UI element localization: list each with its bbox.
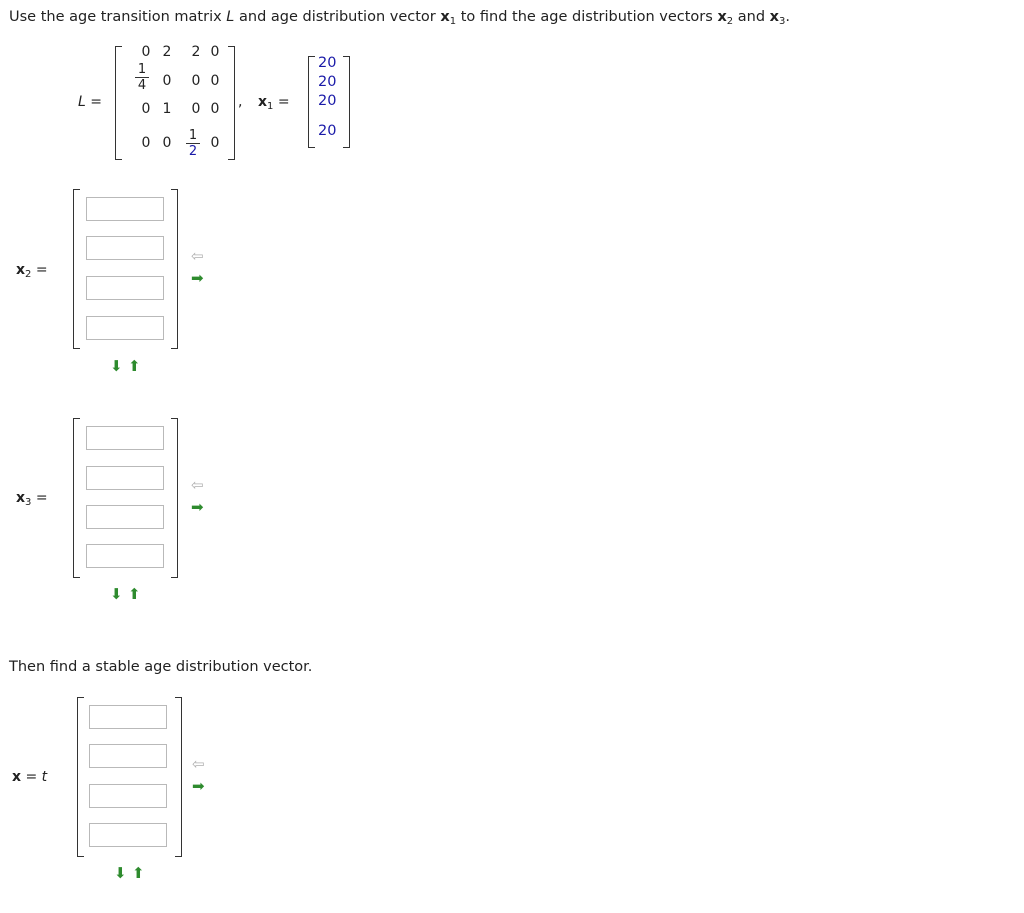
l-cell: 0 <box>191 101 201 117</box>
x2-input-4[interactable] <box>86 316 164 340</box>
l-cell: 0 <box>162 73 172 89</box>
add-column-arrow-icon[interactable]: ➡ <box>191 269 204 287</box>
stable-question-text: Then find a stable age distribution vector. <box>9 659 313 675</box>
x3-input-1[interactable] <box>86 426 164 450</box>
separator-comma: , <box>238 94 243 110</box>
remove-row-arrow-icon[interactable]: ⬆ <box>128 585 141 603</box>
l-frac-1-4: 1 4 <box>135 63 149 92</box>
x3-input-4[interactable] <box>86 544 164 568</box>
l-cell: 0 <box>141 101 151 117</box>
matrix-l-label: L = <box>78 94 102 110</box>
l-frac-1-2: 1 2 <box>186 129 200 158</box>
l-cell: 0 <box>210 135 220 151</box>
l-cell: 2 <box>162 44 172 60</box>
remove-row-arrow-icon[interactable]: ⬆ <box>128 357 141 375</box>
stable-input-1[interactable] <box>89 705 167 729</box>
x3-label: $x_3$ = <box>16 490 48 508</box>
remove-row-arrow-icon[interactable]: ⬆ <box>132 864 145 882</box>
x3-input-3[interactable] <box>86 505 164 529</box>
x2-input-3[interactable] <box>86 276 164 300</box>
remove-column-arrow-icon[interactable]: ⇦ <box>191 247 204 265</box>
add-row-arrow-icon[interactable]: ⬇ <box>110 585 123 603</box>
add-column-arrow-icon[interactable]: ➡ <box>192 777 205 795</box>
add-column-arrow-icon[interactable]: ➡ <box>191 498 204 516</box>
question-text: Use the age transition matrix L and age distribution vector $x_1$ to find the age distribution vectors $x_2$ and $x_3$. <box>9 9 791 27</box>
remove-column-arrow-icon[interactable]: ⇦ <box>191 476 204 494</box>
x2-input-2[interactable] <box>86 236 164 260</box>
x2-label: $x_2$ = <box>16 262 48 280</box>
remove-column-arrow-icon[interactable]: ⇦ <box>192 755 205 773</box>
x2-input-1[interactable] <box>86 197 164 221</box>
x1-value: 20 <box>318 55 337 71</box>
l-cell: 1 <box>162 101 172 117</box>
l-cell: 0 <box>141 135 151 151</box>
x1-label: $x_1$ = <box>258 94 290 112</box>
x1-value: 20 <box>318 74 337 90</box>
l-cell: 0 <box>210 101 220 117</box>
add-row-arrow-icon[interactable]: ⬇ <box>114 864 127 882</box>
l-cell: 0 <box>141 44 151 60</box>
stable-input-3[interactable] <box>89 784 167 808</box>
x1-value: 20 <box>318 93 337 109</box>
l-cell: 0 <box>210 73 220 89</box>
add-row-arrow-icon[interactable]: ⬇ <box>110 357 123 375</box>
l-cell: 2 <box>191 44 201 60</box>
stable-input-4[interactable] <box>89 823 167 847</box>
l-cell: 0 <box>162 135 172 151</box>
stable-input-2[interactable] <box>89 744 167 768</box>
l-cell: 0 <box>191 73 201 89</box>
x1-value: 20 <box>318 123 337 139</box>
l-cell: 0 <box>210 44 220 60</box>
stable-label: x = t <box>12 769 48 785</box>
x3-input-2[interactable] <box>86 466 164 490</box>
